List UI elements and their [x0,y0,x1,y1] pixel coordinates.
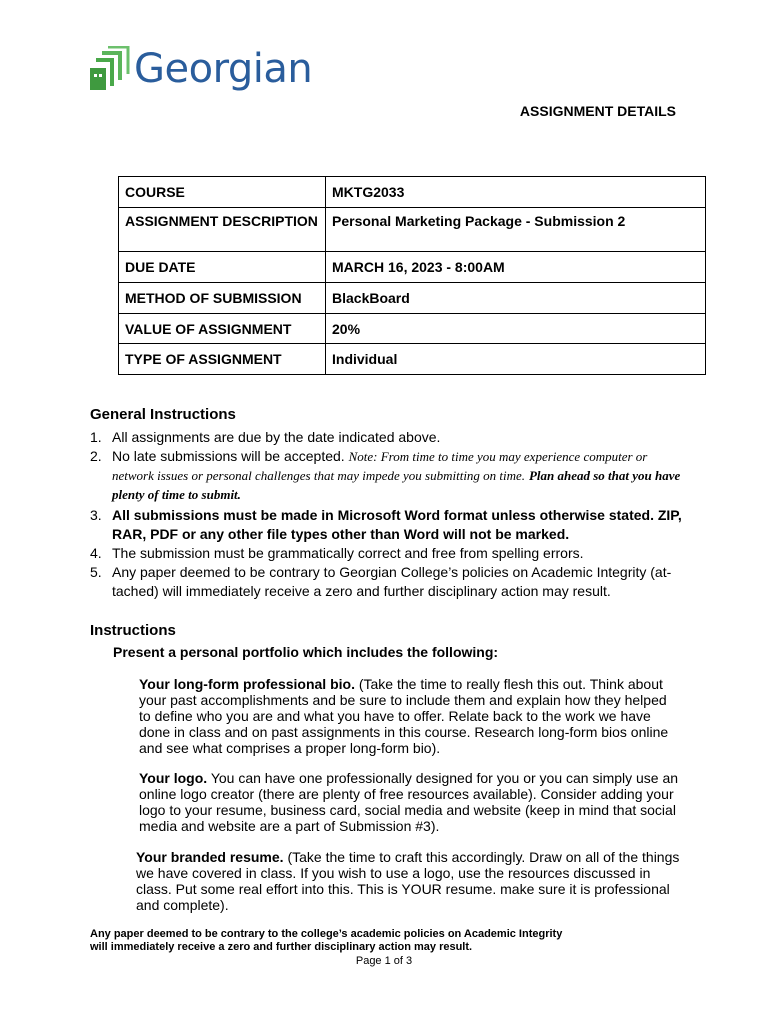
item-number: 3. [90,507,102,523]
logo-wordmark: Georgian [134,46,313,92]
item-number: 5. [90,564,102,580]
item-emphasis: Plan ahead so that you have plenty of time to submit. [112,468,681,502]
resume-lead: Your branded resume. [136,849,284,865]
table-row [119,283,706,314]
item-text: All submissions must be made in Microsoft Word format unless otherwise stated. ZIP, RAR, PDF or any other file types other than Word will not be marked. [112,507,682,542]
georgian-logo [90,44,313,100]
detail-value: 20% [326,314,706,344]
item-number: 2. [90,448,102,464]
detail-label: METHOD OF SUBMISSION [119,283,326,314]
assignment-details-heading: ASSIGNMENT DETAILS [519,103,676,119]
resume-text: (Take the time to craft this accordingly. Draw on all of the things we have covered in class. If you wish to use a logo, use the resources discussed in class. Put some real effort into this. This is YOUR resume. make sure it is professional and complete). [136,849,680,913]
georgian-logo-icon [90,46,132,92]
page-number: Page 1 of 3 [355,955,413,967]
list-item [90,563,690,601]
table-row [119,208,706,252]
detail-value: MKTG2033 [326,177,706,208]
footer-note-line-1: Any paper deemed to be contrary to the college’s academic policies on Academic Integrity [90,928,563,940]
table-row [119,252,706,283]
item-note: Note: From time to time you may experience computer or network issues or personal challenges that may impede you submitting on time. [112,449,648,483]
instructions-title: Instructions [90,622,176,639]
list-item [90,447,690,504]
bio-text: (Take the time to really flesh this out. Think about your past accomplishments and be sure to include them and explain how they helped to define who you are and what you have to offer. Relate back to the work we have done in class and on past assignments in this course. Research long-form bios online and see what comprises a proper long-form bio). [139,676,669,756]
item-text: No late submissions will be accepted. [112,448,345,464]
detail-value: Individual [326,344,706,375]
list-item [90,544,690,563]
detail-value: MARCH 16, 2023 - 8:00AM [326,252,706,283]
table-row [119,344,706,375]
item-number: 1. [90,429,102,445]
bio-paragraph [139,676,679,756]
detail-label: ASSIGNMENT DESCRIPTION [119,208,326,252]
detail-label: VALUE OF ASSIGNMENT [119,314,326,344]
resume-paragraph [136,849,681,913]
logo-paragraph [139,770,679,834]
item-text: Any paper deemed to be contrary to Georgian College’s policies on Academic Integrity (at-tached) will immediately receive a zero and further disciplinary action may result. [112,564,672,599]
item-number: 4. [90,545,102,561]
detail-value: BlackBoard [326,283,706,314]
item-text: The submission must be grammatically correct and free from spelling errors. [112,545,584,561]
detail-label: DUE DATE [119,252,326,283]
instructions-intro: Present a personal portfolio which includes the following: [113,644,499,660]
footer-integrity-note [90,928,562,954]
detail-label: TYPE OF ASSIGNMENT [119,344,326,375]
detail-label: COURSE [119,177,326,208]
assignment-details-table [118,176,706,375]
table-row [119,177,706,208]
bio-lead: Your long-form professional bio. [139,676,355,692]
general-instructions-title: General Instructions [90,406,236,423]
detail-value: Personal Marketing Package - Submission 2 [326,208,706,252]
list-item [90,428,690,447]
general-instructions-list [90,428,690,601]
logo-text: You can have one professionally designed for you or you can simply use an online logo creator (there are plenty of free resources available). Consider adding your logo to your resume, business card, social media and website (keep in mind that social media and website are a part of Submission #3). [139,770,679,834]
item-text: All assignments are due by the date indicated above. [112,429,441,445]
logo-lead: Your logo. [139,770,208,786]
table-row [119,314,706,344]
list-item [90,506,690,544]
footer-note-line-2: will immediately receive a zero and further disciplinary action may result. [90,941,473,953]
